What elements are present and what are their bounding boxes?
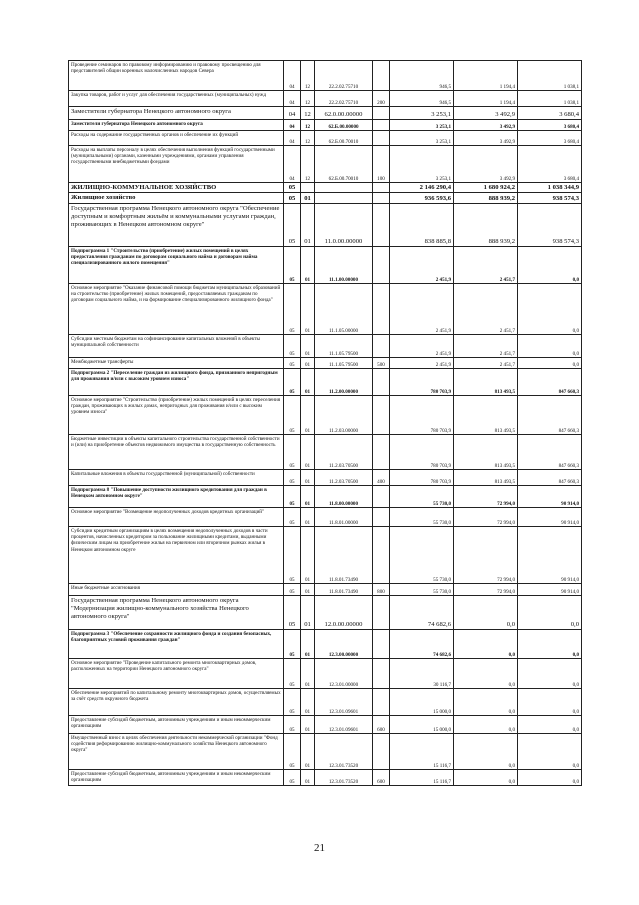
row-y2: 813 493,5 bbox=[454, 470, 518, 486]
row-vr bbox=[373, 527, 390, 584]
row-vr bbox=[373, 630, 390, 659]
row-y3: 0,0 bbox=[518, 659, 582, 689]
table-row bbox=[69, 146, 582, 183]
table-row bbox=[69, 527, 582, 584]
row-cs: 11.8.00.00000 bbox=[315, 486, 373, 508]
row-y1: 3 253,1 bbox=[390, 107, 454, 120]
row-name: Предоставление субсидий бюджетным, автономным учреждениям и иным некоммерческим организациям bbox=[69, 716, 284, 734]
row-gr: 04 bbox=[284, 131, 301, 146]
row-cs: 11.2.03.70500 bbox=[315, 470, 373, 486]
row-pr: 01 bbox=[301, 335, 315, 358]
row-vr bbox=[373, 369, 390, 396]
row-cs: 12.3.01.09601 bbox=[315, 716, 373, 734]
row-vr bbox=[373, 107, 390, 120]
row-vr bbox=[373, 335, 390, 358]
row-pr: 01 bbox=[301, 470, 315, 486]
row-pr: 01 bbox=[301, 193, 315, 204]
row-y3: 0,0 bbox=[518, 247, 582, 284]
row-cs: 11.2.03.70500 bbox=[315, 435, 373, 470]
row-vr bbox=[373, 183, 390, 193]
row-gr: 04 bbox=[284, 107, 301, 120]
budget-table bbox=[68, 60, 582, 786]
row-cs: 11.1.00.00000 bbox=[315, 247, 373, 284]
row-pr: 12 bbox=[301, 61, 315, 91]
row-vr bbox=[373, 284, 390, 335]
table-row bbox=[69, 470, 582, 486]
row-gr: 05 bbox=[284, 470, 301, 486]
row-y1: 55 730,0 bbox=[390, 508, 454, 527]
row-y2: 0,0 bbox=[454, 659, 518, 689]
budget-table-container bbox=[68, 60, 581, 786]
row-y2: 3 492,9 bbox=[454, 131, 518, 146]
row-cs: 12.0.00.00000 bbox=[315, 596, 373, 630]
table-row bbox=[69, 486, 582, 508]
row-y1: 55 730,0 bbox=[390, 584, 454, 596]
row-cs: 11.8.01.00000 bbox=[315, 508, 373, 527]
row-y1: 3 253,1 bbox=[390, 146, 454, 183]
row-y3: 3 680,4 bbox=[518, 131, 582, 146]
row-y1: 2 451,9 bbox=[390, 284, 454, 335]
row-pr: 01 bbox=[301, 716, 315, 734]
row-gr: 04 bbox=[284, 61, 301, 91]
row-vr bbox=[373, 659, 390, 689]
row-y2: 888 939,2 bbox=[454, 204, 518, 247]
row-vr bbox=[373, 396, 390, 435]
row-name: Капитальные вложения в объекты государственной (муниципальной) собственности bbox=[69, 470, 284, 486]
row-y2: 0,0 bbox=[454, 689, 518, 716]
table-row bbox=[69, 734, 582, 770]
row-vr bbox=[373, 734, 390, 770]
row-y1: 30 116,7 bbox=[390, 659, 454, 689]
row-name: Иные бюджетные ассигнования bbox=[69, 584, 284, 596]
row-y2: 1 194,4 bbox=[454, 61, 518, 91]
row-y2: 0,0 bbox=[454, 596, 518, 630]
table-row bbox=[69, 630, 582, 659]
row-y1: 946,5 bbox=[390, 91, 454, 107]
row-vr: 100 bbox=[373, 146, 390, 183]
row-gr: 05 bbox=[284, 358, 301, 369]
row-gr: 05 bbox=[284, 396, 301, 435]
row-y1: 936 593,6 bbox=[390, 193, 454, 204]
row-cs: 11.2.03.00000 bbox=[315, 396, 373, 435]
row-name: Подпрограмма 3 "Обеспечение сохранности жилищного фонда и создания безопасных, благоприятных условий проживания граждан" bbox=[69, 630, 284, 659]
row-gr: 05 bbox=[284, 247, 301, 284]
row-y1: 946,5 bbox=[390, 61, 454, 91]
row-gr: 05 bbox=[284, 193, 301, 204]
row-pr: 01 bbox=[301, 584, 315, 596]
row-name: Предоставление субсидий бюджетным, автономным учреждениям и иным некоммерческим организациям bbox=[69, 770, 284, 786]
row-cs: 11.8.01.73490 bbox=[315, 527, 373, 584]
row-gr: 05 bbox=[284, 630, 301, 659]
row-cs: 62.Б.00.70010 bbox=[315, 131, 373, 146]
row-gr: 05 bbox=[284, 716, 301, 734]
row-y3: 1 038,1 bbox=[518, 61, 582, 91]
row-gr: 05 bbox=[284, 486, 301, 508]
row-vr: 400 bbox=[373, 470, 390, 486]
row-vr bbox=[373, 193, 390, 204]
row-name: Государственная программа Ненецкого автономного округа "Модернизация жилищно-коммунального хозяйства Ненецкого автономного округа" bbox=[69, 596, 284, 630]
row-pr: 01 bbox=[301, 630, 315, 659]
row-y1: 74 682,6 bbox=[390, 596, 454, 630]
row-pr: 12 bbox=[301, 131, 315, 146]
row-y1: 15 000,0 bbox=[390, 716, 454, 734]
row-cs: 11.2.00.00000 bbox=[315, 369, 373, 396]
row-name: Имущественный взнос в целях обеспечения деятельности некоммерческой организации "Фонд содействия реформированию жилищно-коммунального хозяйства Ненецкого автономного округа" bbox=[69, 734, 284, 770]
row-y3: 847 660,3 bbox=[518, 435, 582, 470]
row-y3: 0,0 bbox=[518, 335, 582, 358]
row-vr bbox=[373, 508, 390, 527]
table-row bbox=[69, 358, 582, 369]
row-pr: 01 bbox=[301, 369, 315, 396]
row-pr: 01 bbox=[301, 284, 315, 335]
row-y3: 0,0 bbox=[518, 630, 582, 659]
row-cs: 62.Б.00.70010 bbox=[315, 146, 373, 183]
row-y1: 3 253,1 bbox=[390, 120, 454, 131]
row-y3: 90 914,0 bbox=[518, 527, 582, 584]
row-name: Расходы на выплаты персоналу в целях обеспечения выполнения функций государственными (муниципальными) органами, казенными учреждениями, органами управления государственными внебюджетными фондами bbox=[69, 146, 284, 183]
row-y1: 2 146 290,4 bbox=[390, 183, 454, 193]
row-cs: 62.Б.00.00000 bbox=[315, 120, 373, 131]
row-y2: 72 994,0 bbox=[454, 584, 518, 596]
row-name: Обеспечение мероприятий по капитальному ремонту многоквартирных домов, осуществляемых за счёт средств окружного бюджета bbox=[69, 689, 284, 716]
row-y2: 2 451,7 bbox=[454, 358, 518, 369]
row-y3: 3 680,4 bbox=[518, 120, 582, 131]
row-y2: 72 994,0 bbox=[454, 527, 518, 584]
row-name: Подпрограмма 8 "Повышение доступности жилищного кредитования для граждан в Ненецком автономном округе" bbox=[69, 486, 284, 508]
row-name: Основное мероприятие "Проведение капитального ремонта многоквартирных домов, расположенных на территории Ненецкого автономного округа" bbox=[69, 659, 284, 689]
row-y1: 15 000,0 bbox=[390, 689, 454, 716]
row-cs: 11.0.00.00000 bbox=[315, 204, 373, 247]
row-y1: 780 703,9 bbox=[390, 470, 454, 486]
row-pr: 01 bbox=[301, 486, 315, 508]
row-name: Межбюджетные трансферты bbox=[69, 358, 284, 369]
row-cs: 11.8.01.73490 bbox=[315, 584, 373, 596]
row-gr: 05 bbox=[284, 584, 301, 596]
row-y3: 90 914,0 bbox=[518, 486, 582, 508]
table-row bbox=[69, 770, 582, 786]
row-gr: 05 bbox=[284, 527, 301, 584]
row-y1: 3 253,1 bbox=[390, 131, 454, 146]
row-y1: 2 451,9 bbox=[390, 358, 454, 369]
row-name: Субсидии местным бюджетам на софинансирование капитальных вложений в объекты муниципальной собственности bbox=[69, 335, 284, 358]
row-y3: 938 574,3 bbox=[518, 193, 582, 204]
row-gr: 05 bbox=[284, 369, 301, 396]
row-cs: 11.1.05.79500 bbox=[315, 358, 373, 369]
row-y1: 15 116,7 bbox=[390, 770, 454, 786]
table-row bbox=[69, 659, 582, 689]
table-row bbox=[69, 508, 582, 527]
row-vr bbox=[373, 689, 390, 716]
row-y1: 74 682,6 bbox=[390, 630, 454, 659]
row-vr: 500 bbox=[373, 358, 390, 369]
row-y3: 1 038,1 bbox=[518, 91, 582, 107]
table-row bbox=[69, 204, 582, 247]
row-pr: 12 bbox=[301, 146, 315, 183]
row-y1: 15 116,7 bbox=[390, 734, 454, 770]
row-pr: 01 bbox=[301, 596, 315, 630]
row-name: Закупка товаров, работ и услуг для обеспечения государственных (муниципальных) нужд bbox=[69, 91, 284, 107]
row-name: Проведение семинаров по правовому информированию и правовому просвещению для представителей общин коренных малочисленных народов Севера bbox=[69, 61, 284, 91]
row-y1: 2 451,9 bbox=[390, 335, 454, 358]
row-y3: 0,0 bbox=[518, 358, 582, 369]
row-y2: 2 451,7 bbox=[454, 335, 518, 358]
table-row bbox=[69, 131, 582, 146]
row-y2: 3 492,9 bbox=[454, 120, 518, 131]
row-y2: 0,0 bbox=[454, 630, 518, 659]
row-y3: 938 574,3 bbox=[518, 204, 582, 247]
row-y2: 72 994,0 bbox=[454, 508, 518, 527]
row-gr: 05 bbox=[284, 284, 301, 335]
row-pr: 01 bbox=[301, 204, 315, 247]
row-pr bbox=[301, 183, 315, 193]
row-y2: 0,0 bbox=[454, 734, 518, 770]
row-pr: 01 bbox=[301, 689, 315, 716]
row-pr: 01 bbox=[301, 435, 315, 470]
row-name: Основное мероприятие "Возмещение недополученных доходов кредитных организаций" bbox=[69, 508, 284, 527]
table-row bbox=[69, 284, 582, 335]
row-y3: 1 038 344,9 bbox=[518, 183, 582, 193]
row-y3: 847 660,3 bbox=[518, 396, 582, 435]
row-y2: 1 680 924,2 bbox=[454, 183, 518, 193]
row-cs: 12.3.00.00000 bbox=[315, 630, 373, 659]
row-y2: 1 194,4 bbox=[454, 91, 518, 107]
row-y2: 72 994,0 bbox=[454, 486, 518, 508]
row-y3: 90 914,0 bbox=[518, 584, 582, 596]
row-pr: 12 bbox=[301, 120, 315, 131]
row-y1: 780 703,9 bbox=[390, 396, 454, 435]
row-name: Основное мероприятие "Оказание финансовой помощи бюджетам муниципальных образований на строительство (приобретение) жилых помещений, предоставляемых гражданам по договорам социального найма, и на формирование специализированного жилищного фонда" bbox=[69, 284, 284, 335]
row-gr: 05 bbox=[284, 508, 301, 527]
row-name: Подпрограмма 2 "Переселение граждан из жилищного фонда, признанного непригодным для проживания и/или с высоким уровнем износа" bbox=[69, 369, 284, 396]
row-y3: 0,0 bbox=[518, 284, 582, 335]
table-row bbox=[69, 369, 582, 396]
row-vr bbox=[373, 131, 390, 146]
row-gr: 05 bbox=[284, 435, 301, 470]
row-gr: 04 bbox=[284, 120, 301, 131]
row-cs: 12.3.01.00000 bbox=[315, 659, 373, 689]
row-y3: 0,0 bbox=[518, 689, 582, 716]
row-name: Заместители губернатора Ненецкого автономного округа bbox=[69, 107, 284, 120]
row-name: Бюджетные инвестиции в объекты капитального строительства государственной собственности и (или) на приобретение объектов недвижимого имущества в государственную собственность bbox=[69, 435, 284, 470]
row-gr: 05 bbox=[284, 183, 301, 193]
table-row bbox=[69, 61, 582, 91]
row-pr: 01 bbox=[301, 508, 315, 527]
row-y2: 813 493,5 bbox=[454, 435, 518, 470]
row-gr: 05 bbox=[284, 734, 301, 770]
row-gr: 05 bbox=[284, 689, 301, 716]
row-pr: 01 bbox=[301, 247, 315, 284]
row-name: Государственная программа Ненецкого автономного округа "Обеспечение доступным и комфортным жильём и коммунальными услугами граждан, проживающих в Ненецком автономном округе" bbox=[69, 204, 284, 247]
row-gr: 05 bbox=[284, 770, 301, 786]
row-y1: 780 703,9 bbox=[390, 435, 454, 470]
page-number: 21 bbox=[314, 842, 325, 854]
table-row bbox=[69, 689, 582, 716]
row-y1: 55 730,0 bbox=[390, 527, 454, 584]
row-cs bbox=[315, 193, 373, 204]
row-pr: 12 bbox=[301, 91, 315, 107]
row-y2: 3 492,9 bbox=[454, 107, 518, 120]
row-vr bbox=[373, 596, 390, 630]
table-row bbox=[69, 183, 582, 193]
row-cs: 22.2.02.75710 bbox=[315, 61, 373, 91]
row-y2: 0,0 bbox=[454, 770, 518, 786]
row-y2: 2 451,7 bbox=[454, 247, 518, 284]
row-y3: 0,0 bbox=[518, 734, 582, 770]
row-gr: 05 bbox=[284, 335, 301, 358]
table-row bbox=[69, 247, 582, 284]
row-y3: 3 680,4 bbox=[518, 107, 582, 120]
table-row bbox=[69, 335, 582, 358]
table-row bbox=[69, 120, 582, 131]
row-pr: 01 bbox=[301, 527, 315, 584]
row-y2: 0,0 bbox=[454, 716, 518, 734]
row-cs bbox=[315, 183, 373, 193]
table-row bbox=[69, 435, 582, 470]
row-cs: 12.3.01.73520 bbox=[315, 734, 373, 770]
row-cs: 62.0.00.00000 bbox=[315, 107, 373, 120]
row-name: Расходы на содержание государственных органов и обеспечение их функций bbox=[69, 131, 284, 146]
row-y2: 813 493,5 bbox=[454, 369, 518, 396]
row-cs: 12.3.01.09601 bbox=[315, 689, 373, 716]
row-y3: 0,0 bbox=[518, 770, 582, 786]
row-y3: 847 660,3 bbox=[518, 369, 582, 396]
row-vr bbox=[373, 120, 390, 131]
row-cs: 11.1.05.79500 bbox=[315, 335, 373, 358]
row-gr: 05 bbox=[284, 659, 301, 689]
row-pr: 01 bbox=[301, 770, 315, 786]
row-y1: 2 451,9 bbox=[390, 247, 454, 284]
row-y3: 0,0 bbox=[518, 596, 582, 630]
row-pr: 01 bbox=[301, 659, 315, 689]
row-vr: 600 bbox=[373, 770, 390, 786]
table-row bbox=[69, 716, 582, 734]
row-vr bbox=[373, 486, 390, 508]
row-vr bbox=[373, 204, 390, 247]
row-cs: 11.1.05.00000 bbox=[315, 284, 373, 335]
table-row bbox=[69, 193, 582, 204]
row-vr bbox=[373, 247, 390, 284]
row-pr: 01 bbox=[301, 396, 315, 435]
row-cs: 22.2.02.75710 bbox=[315, 91, 373, 107]
row-vr: 200 bbox=[373, 91, 390, 107]
row-vr bbox=[373, 61, 390, 91]
row-y2: 813 493,5 bbox=[454, 396, 518, 435]
row-y3: 3 680,4 bbox=[518, 146, 582, 183]
row-gr: 04 bbox=[284, 91, 301, 107]
row-y1: 55 730,0 bbox=[390, 486, 454, 508]
row-y3: 847 660,3 bbox=[518, 470, 582, 486]
row-y1: 780 703,9 bbox=[390, 369, 454, 396]
row-y3: 0,0 bbox=[518, 716, 582, 734]
row-pr: 01 bbox=[301, 734, 315, 770]
row-name: ЖИЛИЩНО-КОММУНАЛЬНОЕ ХОЗЯЙСТВО bbox=[69, 183, 284, 193]
table-row bbox=[69, 396, 582, 435]
row-y2: 888 939,2 bbox=[454, 193, 518, 204]
row-vr: 800 bbox=[373, 584, 390, 596]
row-y2: 3 492,9 bbox=[454, 146, 518, 183]
row-name: Субсидии кредитным организациям в целях возмещения недополученных доходов в части процентов, начисленных кредитором за пользование жилищными кредитами, выданными физическим лицам на приобретение жилья на первичном или вторичном рынках жилья в Ненецком автономном округе bbox=[69, 527, 284, 584]
row-vr: 600 bbox=[373, 716, 390, 734]
row-y1: 838 885,8 bbox=[390, 204, 454, 247]
row-name: Жилищное хозяйство bbox=[69, 193, 284, 204]
row-vr bbox=[373, 435, 390, 470]
row-pr: 12 bbox=[301, 107, 315, 120]
row-y2: 2 451,7 bbox=[454, 284, 518, 335]
row-name: Подпрограмма 1 "Строительство (приобретение) жилых помещений в целях предоставления гражданам по договорам социального найма и договорам найма специализированного жилого помещения" bbox=[69, 247, 284, 284]
table-row bbox=[69, 596, 582, 630]
row-cs: 12.3.01.73520 bbox=[315, 770, 373, 786]
row-gr: 04 bbox=[284, 146, 301, 183]
row-name: Основное мероприятие "Строительство (приобретение) жилых помещений в целях переселения граждан, проживающих в жилых домах, непригодных для проживания и/или с высоким уровнем износа" bbox=[69, 396, 284, 435]
row-y3: 90 914,0 bbox=[518, 508, 582, 527]
row-name: Заместители губернатора Ненецкого автономного округа bbox=[69, 120, 284, 131]
row-gr: 05 bbox=[284, 204, 301, 247]
row-pr: 01 bbox=[301, 358, 315, 369]
table-row bbox=[69, 107, 582, 120]
table-row bbox=[69, 91, 582, 107]
table-row bbox=[69, 584, 582, 596]
row-gr: 05 bbox=[284, 596, 301, 630]
